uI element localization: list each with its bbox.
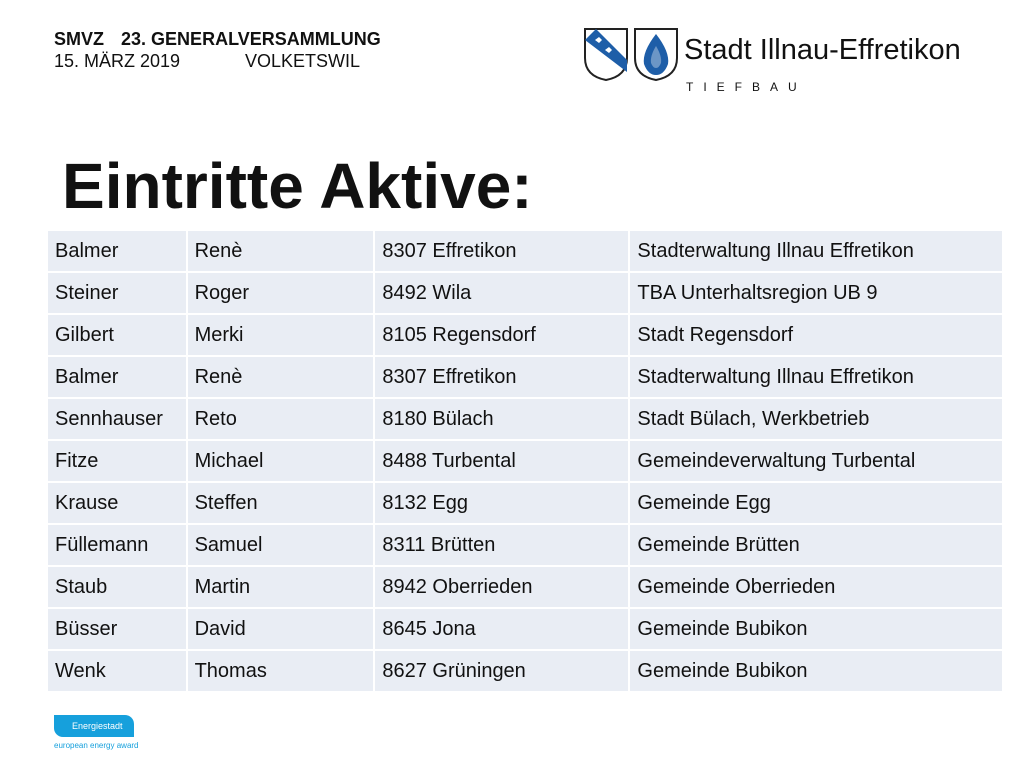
cell-last-name: Sennhauser [48, 399, 186, 439]
cell-first-name: Michael [188, 441, 374, 481]
cell-employer: Stadterwaltung Illnau Effretikon [630, 357, 1002, 397]
event-date: 15. MÄRZ 2019 [54, 51, 181, 71]
cell-last-name: Füllemann [48, 525, 186, 565]
cell-last-name: Staub [48, 567, 186, 607]
cell-postal-city: 8307 Effretikon [375, 231, 628, 271]
cell-postal-city: 8132 Egg [375, 483, 628, 523]
cell-employer: Stadterwaltung Illnau Effretikon [630, 231, 1002, 271]
cell-first-name: Reto [188, 399, 374, 439]
table-row [48, 399, 1002, 439]
cell-employer: Stadt Bülach, Werkbetrieb [630, 399, 1002, 439]
cell-last-name: Büsser [48, 609, 186, 649]
members-table [46, 229, 1004, 693]
cell-last-name: Steiner [48, 273, 186, 313]
cell-first-name: Roger [188, 273, 374, 313]
cell-last-name: Krause [48, 483, 186, 523]
table-row [48, 483, 1002, 523]
cell-employer: TBA Unterhaltsregion UB 9 [630, 273, 1002, 313]
cell-first-name: Renè [188, 231, 374, 271]
cell-postal-city: 8311 Brütten [375, 525, 628, 565]
cell-postal-city: 8488 Turbental [375, 441, 628, 481]
cell-first-name: David [188, 609, 374, 649]
cell-postal-city: 8105 Regensdorf [375, 315, 628, 355]
cell-first-name: Renè [188, 357, 374, 397]
date-location-line [54, 50, 381, 72]
cell-first-name: Martin [188, 567, 374, 607]
cell-employer: Gemeinde Egg [630, 483, 1002, 523]
event-location: VOLKETSWIL [245, 51, 361, 71]
cell-last-name: Gilbert [48, 315, 186, 355]
table-row [48, 567, 1002, 607]
cell-postal-city: 8645 Jona [375, 609, 628, 649]
badge-tagline: european energy award [54, 741, 139, 750]
cell-employer: Gemeinde Bubikon [630, 609, 1002, 649]
cell-postal-city: 8180 Bülach [375, 399, 628, 439]
cell-first-name: Merki [188, 315, 374, 355]
table-row [48, 231, 1002, 271]
table-row [48, 525, 1002, 565]
department-name: TIEFBAU [686, 80, 807, 94]
table-row [48, 609, 1002, 649]
slide-header [54, 28, 381, 72]
cell-postal-city: 8492 Wila [375, 273, 628, 313]
cell-postal-city: 8942 Oberrieden [375, 567, 628, 607]
cell-employer: Stadt Regensdorf [630, 315, 1002, 355]
table-row [48, 357, 1002, 397]
cell-first-name: Thomas [188, 651, 374, 691]
cell-last-name: Fitze [48, 441, 186, 481]
coat-of-arms-icon [582, 26, 682, 82]
slide-title: Eintritte Aktive: [62, 150, 533, 222]
energiestadt-logo-box [54, 715, 134, 737]
cell-last-name: Wenk [48, 651, 186, 691]
cell-employer: Gemeinde Oberrieden [630, 567, 1002, 607]
badge-label: Energiestadt [72, 721, 123, 731]
cell-first-name: Steffen [188, 483, 374, 523]
cell-employer: Gemeindeverwaltung Turbental [630, 441, 1002, 481]
members-table-body [48, 231, 1002, 691]
cell-first-name: Samuel [188, 525, 374, 565]
cell-employer: Gemeinde Brütten [630, 525, 1002, 565]
table-row [48, 441, 1002, 481]
cell-last-name: Balmer [48, 357, 186, 397]
cell-postal-city: 8307 Effretikon [375, 357, 628, 397]
event-name: 23. GENERALVERSAMMLUNG [121, 29, 381, 49]
table-row [48, 651, 1002, 691]
city-name: Stadt Illnau-Effretikon [684, 34, 961, 66]
cell-last-name: Balmer [48, 231, 186, 271]
table-row [48, 273, 1002, 313]
org-name: SMVZ [54, 29, 105, 49]
table-row [48, 315, 1002, 355]
cell-postal-city: 8627 Grüningen [375, 651, 628, 691]
event-line [54, 28, 381, 50]
cell-employer: Gemeinde Bubikon [630, 651, 1002, 691]
